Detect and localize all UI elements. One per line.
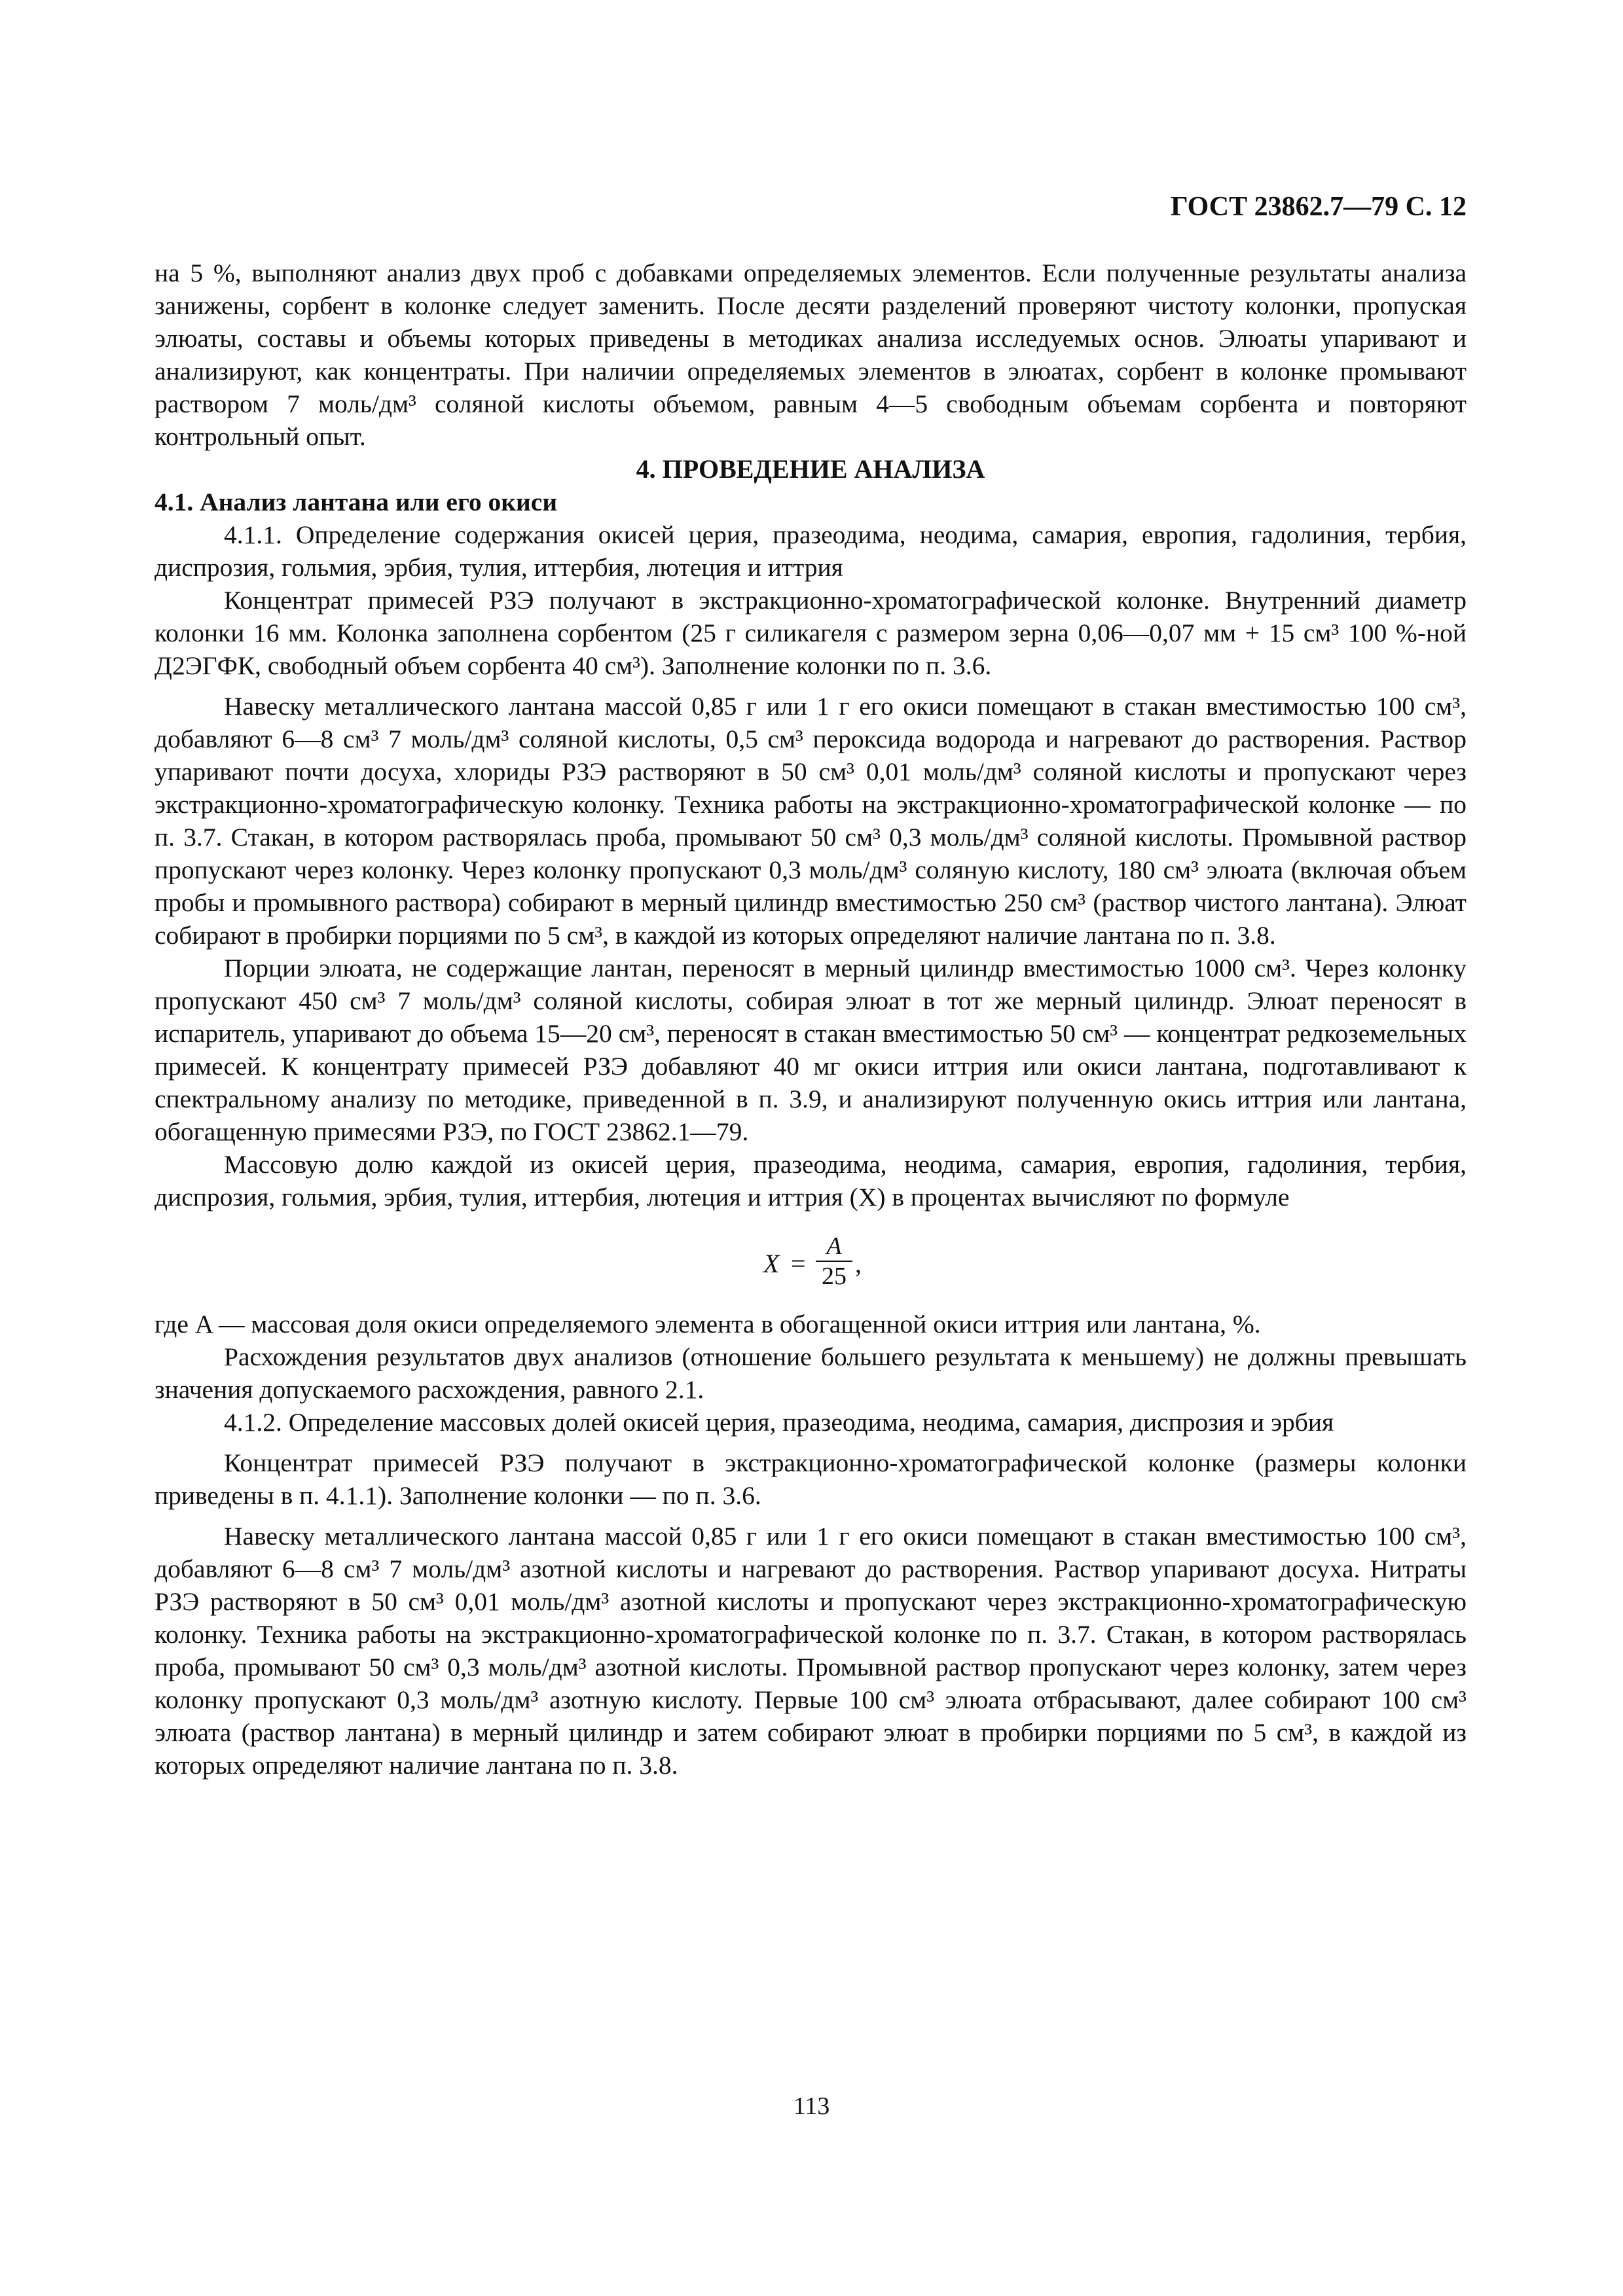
fraction-bar: [816, 1261, 852, 1262]
page-header: ГОСТ 23862.7—79 С. 12: [1170, 192, 1467, 222]
formula-fraction: [816, 1233, 852, 1289]
section-title: 4. ПРОВЕДЕНИЕ АНАЛИЗА: [636, 454, 985, 484]
formula: [155, 1233, 1467, 1293]
paragraph: Навеску металлического лантана массой 0,85 г или 1 г его окиси помещают в стакан вместимостью 100 см³, добавляют 6—8 см³ 7 моль/дм³ соляной кислоты, 0,5 см³ пероксида водорода и нагревают до растворения. Раствор упаривают почти досуха, хлориды РЗЭ растворяют в 50 см³ 0,01 моль/дм³ соляной кислоты и пропускают через экстракционно-хроматографическую колонку. Техника работы на экстракционно-хроматографической колонке — по п. 3.7. Стакан, в котором растворялась проба, промывают 50 см³ 0,3 моль/дм³ соляной кислоты. Промывной раствор пропускают через колонку. Через колонку пропускают 0,3 моль/дм³ соляную кислоту, 180 см³ элюата (включая объем пробы и промывного раствора) собирают в мерный цилиндр вместимостью 250 см³ (раствор чистого лантана). Элюат собирают в пробирки порциями по 5 см³, в каждой из которых определяют наличие лантана по п. 3.8.: [155, 692, 1467, 950]
paragraph: Массовую долю каждой из окисей церия, празеодима, неодима, самария, европия, гадолиния, тербия, диспрозия, гольмия, эрбия, тулия, иттербия, лютеция и иттрия (X) в процентах вычисляют по формуле: [155, 1150, 1467, 1211]
paragraph: 4.1.1. Определение содержания окисей церия, празеодима, неодима, самария, европия, гадолиния, тербия, диспрозия, гольмия, эрбия, тулия, иттербия, лютеция и иттрия: [155, 520, 1467, 582]
paragraph: Расхождения результатов двух анализов (отношение большего результата к меньшему) не должны превышать значения допускаемого расхождения, равного 2.1.: [155, 1342, 1467, 1404]
paragraph: где A — массовая доля окиси определяемого элемента в обогащенной окиси иттрия или лантана, %.: [155, 1310, 1261, 1338]
formula-numerator: A: [826, 1232, 842, 1260]
paragraph: Концентрат примесей РЗЭ получают в экстракционно-хроматографической колонке (размеры колонки приведены в п. 4.1.1). Заполнение колонки — по п. 3.6.: [155, 1448, 1467, 1510]
paragraph: 4.1.2. Определение массовых долей окисей церия, празеодима, неодима, самария, диспрозия и эрбия: [224, 1408, 1334, 1437]
paragraph: Порции элюата, не содержащие лантан, переносят в мерный цилиндр вместимостью 1000 см³. Через колонку пропускают 450 см³ 7 моль/дм³ соляной кислоты, собирая элюат в тот же мерный цилиндр. Элюат переносят в испаритель, упаривают до объема 15—20 см³, переносят в стакан вместимостью 50 см³ — концентрат редкоземельных примесей. К концентрату примесей РЗЭ добавляют 40 мг окиси иттрия или окиси лантана, подготавливают к спектральному анализу по методике, приведенной в п. 3.9, и анализируют полученную окись иттрия или лантана, обогащенную примесями РЗЭ, по ГОСТ 23862.1—79.: [155, 954, 1467, 1146]
formula-equals: =: [791, 1249, 806, 1278]
formula-lhs: X: [763, 1249, 780, 1278]
formula-trail: ,: [855, 1249, 862, 1278]
formula-denominator: 25: [822, 1263, 847, 1290]
intro-paragraph: на 5 %, выполняют анализ двух проб с добавками определяемых элементов. Если полученные результаты анализа занижены, сорбент в колонке следует заменить. После десяти разделений проверяют чистоту колонки, пропуская элюаты, составы и объемы которых приведены в методиках анализа исследуемых основ. Элюаты упаривают и анализируют, как концентраты. При наличии определяемых элементов в элюатах, сорбент в колонке промывают раствором 7 моль/дм³ соляной кислоты объемом, равным 4—5 свободным объемам сорбента и повторяют контрольный опыт.: [155, 259, 1467, 451]
paragraph: Концентрат примесей РЗЭ получают в экстракционно-хроматографической колонке. Внутренний диаметр колонки 16 мм. Колонка заполнена сорбентом (25 г силикагеля с размером зерна 0,06—0,07 мм + 15 см³ 100 %-ной Д2ЭГФК, свободный объем сорбента 40 см³). Заполнение колонки по п. 3.6.: [155, 586, 1467, 680]
page-number: 113: [793, 2092, 830, 2120]
paragraph: Навеску металлического лантана массой 0,85 г или 1 г его окиси помещают в стакан вместимостью 100 см³, добавляют 6—8 см³ 7 моль/дм³ азотной кислоты и нагревают до растворения. Раствор упаривают досуха. Нитраты РЗЭ растворяют в 50 см³ 0,01 моль/дм³ азотной кислоты и пропускают через экстракционно-хроматографическую колонку. Техника работы на экстракционно-хроматографической колонке по п. 3.7. Стакан, в котором растворялась проба, промывают 50 см³ 0,3 моль/дм³ азотной кислоты. Промывной раствор пропускают через колонку, затем через колонку пропускают 0,3 моль/дм³ азотную кислоту. Первые 100 см³ элюата отбрасывают, далее собирают 100 см³ элюата (раствор лантана) в мерный цилиндр и затем собирают элюат в пробирки порциями по 5 см³, в каждой из которых определяют наличие лантана по п. 3.8.: [155, 1522, 1467, 1780]
subsection-title: 4.1. Анализ лантана или его окиси: [155, 488, 558, 516]
document-body: [155, 257, 1467, 1782]
